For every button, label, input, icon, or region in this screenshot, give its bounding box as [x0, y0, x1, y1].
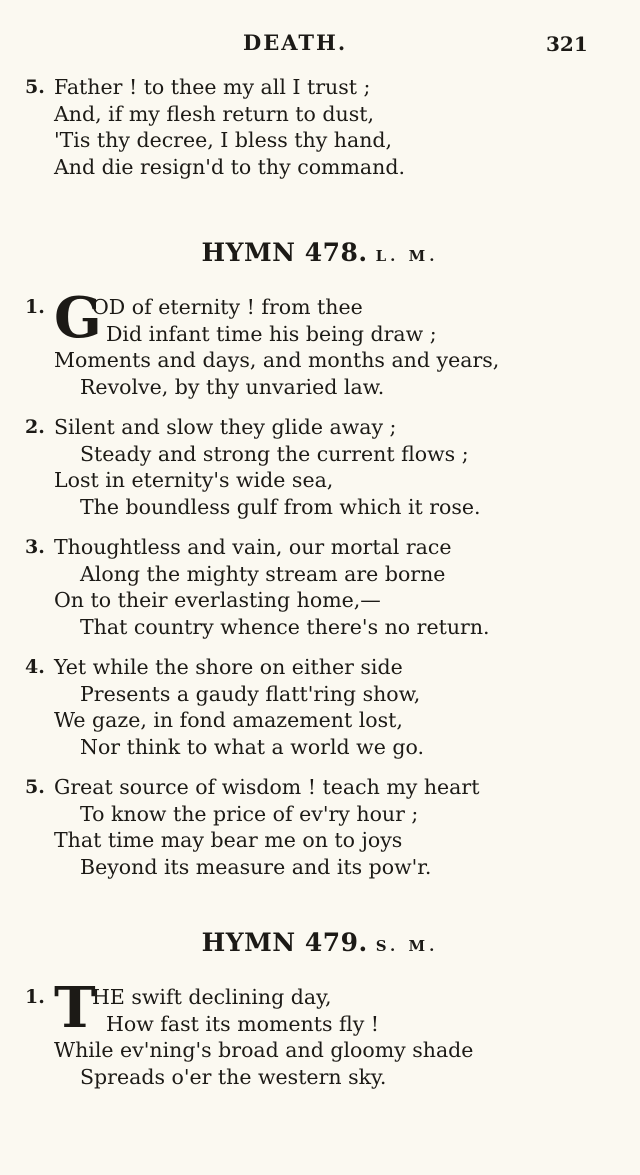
hymn-478-verse-4 [0, 654, 640, 760]
verse-line: How fast its moments fly ! [106, 1011, 380, 1036]
verse-line: 'Tis thy decree, I bless thy hand, [54, 128, 393, 152]
verse-line: And die resign'd to thy command. [54, 154, 405, 179]
verse-line: Father ! to thee my all I trust ; [54, 75, 371, 99]
verse-line: To know the price of ev'ry hour ; [80, 801, 419, 826]
hymn-479-verse-1 [0, 975, 640, 1090]
hymn-478-verse-1 [0, 285, 640, 400]
verse-line: Revolve, by thy unvaried law. [80, 374, 385, 399]
verse-line: The boundless gulf from which it rose. [80, 494, 481, 519]
drop-cap: T [54, 975, 96, 1041]
hymn-478-verse-5 [0, 774, 640, 880]
verse-line: Great source of wisdom ! teach my heart [54, 775, 480, 799]
verse-line: Spreads o'er the western sky. [80, 1064, 387, 1089]
verse-line: Along the mighty stream are borne [80, 561, 446, 586]
page-number: 321 [546, 32, 588, 56]
verse-line: Did infant time his being draw ; [106, 321, 437, 346]
verse-number: 1. [25, 296, 45, 318]
verse-line: On to their everlasting home,— [54, 588, 381, 612]
verse-line: HE swift declining day, [92, 985, 332, 1009]
running-head: DEATH. [243, 30, 348, 55]
verse-line: Presents a gaudy flatt'ring show, [80, 681, 421, 706]
page-header [0, 30, 640, 64]
drop-cap: G [54, 285, 102, 351]
hymn-title: HYMN 478. [201, 238, 368, 267]
verse-line: We gaze, in fond amazement lost, [54, 708, 403, 732]
verse-number: 5. [25, 76, 45, 98]
verse-number: 1. [25, 986, 45, 1008]
verse-line: Nor think to what a world we go. [80, 734, 424, 759]
hymn-479-heading [0, 928, 640, 957]
hymn-478-verse-3 [0, 534, 640, 640]
verse-number: 5. [25, 776, 45, 798]
verse-line: Beyond its measure and its pow'r. [80, 854, 432, 879]
verse-number: 4. [25, 656, 45, 678]
verse-line: Thoughtless and vain, our mortal race [54, 535, 452, 559]
verse-line: Moments and days, and months and years, [54, 348, 500, 372]
verse-line: OD of eternity ! from thee [92, 295, 363, 319]
verse-number: 2. [25, 416, 45, 438]
hymn-meter: S. M. [375, 937, 439, 955]
verse-line: While ev'ning's broad and gloomy shade [54, 1038, 474, 1062]
hymn-478-heading [0, 238, 640, 267]
verse-line: And, if my flesh return to dust, [54, 101, 374, 126]
verse-5-continued [0, 74, 640, 180]
verse-line: Lost in eternity's wide sea, [54, 468, 334, 492]
hymn-478-verse-2 [0, 414, 640, 520]
verse-line: That country whence there's no return. [80, 614, 490, 639]
verse-line: Silent and slow they glide away ; [54, 415, 397, 439]
verse-line: Steady and strong the current flows ; [80, 441, 469, 466]
verse-line: Yet while the shore on either side [54, 655, 403, 679]
verse-line: That time may bear me on to joys [54, 828, 403, 852]
hymn-title: HYMN 479. [201, 928, 368, 957]
verse-number: 3. [25, 536, 45, 558]
hymn-meter: L. M. [375, 247, 439, 265]
